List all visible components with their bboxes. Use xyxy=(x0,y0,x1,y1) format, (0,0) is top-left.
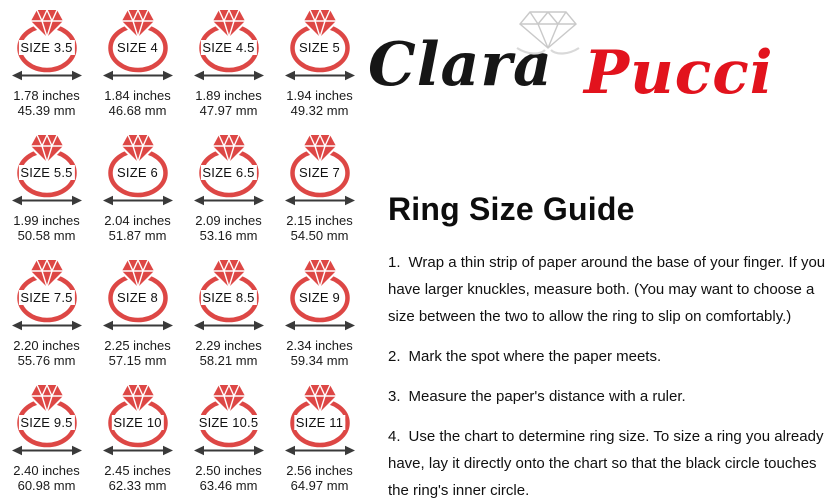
ring-mm-value: 51.87 mm xyxy=(108,227,167,243)
instruction-step xyxy=(388,383,839,410)
ring-illustration xyxy=(282,256,358,323)
ring-mm-value: 59.34 mm xyxy=(290,352,349,368)
ring-size-label: SIZE 7.5 xyxy=(20,290,73,305)
instruction-step xyxy=(388,343,839,370)
ring-size-label: SIZE 10 xyxy=(113,415,162,430)
ring-mm-value: 54.50 mm xyxy=(290,227,349,243)
ring-size-cell xyxy=(274,6,365,131)
ring-size-label: SIZE 10.5 xyxy=(198,415,259,430)
ring-inches-value: 2.20 inches xyxy=(13,338,80,353)
ring-mm-value: 45.39 mm xyxy=(17,102,76,118)
ring-inches-value: 2.04 inches xyxy=(104,213,171,228)
ring-inches-value: 2.09 inches xyxy=(195,213,262,228)
ring-inches-value: 1.78 inches xyxy=(13,88,80,103)
ring-illustration xyxy=(191,131,267,198)
ring-size-cell xyxy=(1,256,92,381)
ring-mm-value: 57.15 mm xyxy=(108,352,167,368)
step-number: 2. xyxy=(388,348,401,365)
ring-illustration xyxy=(191,6,267,73)
ring-size-cell xyxy=(183,131,274,256)
ring-size-cell xyxy=(1,6,92,131)
ring-illustration xyxy=(191,381,267,448)
ring-mm-value: 49.32 mm xyxy=(290,102,349,118)
ring-size-label: SIZE 9.5 xyxy=(20,415,73,430)
ring-size-cell xyxy=(1,131,92,256)
ring-size-label: SIZE 6.5 xyxy=(202,165,255,180)
step-number: 4. xyxy=(388,428,401,445)
ring-inches-value: 2.40 inches xyxy=(13,463,80,478)
instruction-step xyxy=(388,423,839,501)
brand-logo xyxy=(366,8,836,113)
ring-size-cell xyxy=(183,256,274,381)
ring-inches-value: 2.15 inches xyxy=(286,213,353,228)
ring-size-label: SIZE 4.5 xyxy=(202,40,255,55)
ring-size-label: SIZE 3.5 xyxy=(20,40,73,55)
ring-size-label: SIZE 11 xyxy=(295,415,344,430)
ring-illustration xyxy=(191,256,267,323)
instructions-list xyxy=(388,249,839,501)
ring-illustration xyxy=(282,131,358,198)
ring-mm-value: 47.97 mm xyxy=(199,102,258,118)
ring-mm-value: 50.58 mm xyxy=(17,227,76,243)
ring-illustration xyxy=(100,256,176,323)
ring-inches-value: 2.25 inches xyxy=(104,338,171,353)
brand-name-pucci: Pucci xyxy=(584,38,774,108)
ring-mm-value: 55.76 mm xyxy=(17,352,76,368)
ring-mm-value: 46.68 mm xyxy=(108,102,167,118)
ring-size-cell xyxy=(274,256,365,381)
ring-size-label: SIZE 4 xyxy=(117,40,158,55)
instruction-step xyxy=(388,249,839,330)
ring-inches-value: 1.89 inches xyxy=(195,88,262,103)
ring-illustration xyxy=(100,381,176,448)
ring-size-label: SIZE 8 xyxy=(117,290,158,305)
ring-size-cell xyxy=(1,381,92,501)
ring-size-cell xyxy=(274,381,365,501)
ring-inches-value: 2.56 inches xyxy=(286,463,353,478)
ring-mm-value: 62.33 mm xyxy=(108,477,167,493)
ring-size-cell xyxy=(92,131,183,256)
ring-size-label: SIZE 5 xyxy=(299,40,340,55)
page-title: Ring Size Guide xyxy=(388,191,635,227)
ring-size-cell xyxy=(183,6,274,131)
ring-inches-value: 2.34 inches xyxy=(286,338,353,353)
ring-inches-value: 1.99 inches xyxy=(13,213,80,228)
ring-mm-value: 60.98 mm xyxy=(17,477,76,493)
ring-size-label: SIZE 9 xyxy=(299,290,340,305)
ring-mm-value: 53.16 mm xyxy=(199,227,258,243)
ring-size-label: SIZE 5.5 xyxy=(20,165,73,180)
diamond-outline-icon xyxy=(516,8,580,58)
ring-illustration xyxy=(100,6,176,73)
ring-illustration xyxy=(282,6,358,73)
ring-illustration xyxy=(282,381,358,448)
ring-size-label: SIZE 6 xyxy=(117,165,158,180)
step-text: Measure the paper's distance with a ruler. xyxy=(408,388,686,405)
ring-size-cell xyxy=(92,381,183,501)
ring-illustration xyxy=(9,131,85,198)
ring-illustration xyxy=(9,381,85,448)
ring-mm-value: 64.97 mm xyxy=(290,477,349,493)
ring-mm-value: 63.46 mm xyxy=(199,477,258,493)
ring-mm-value: 58.21 mm xyxy=(199,352,258,368)
step-number: 3. xyxy=(388,388,401,405)
ring-inches-value: 2.29 inches xyxy=(195,338,262,353)
ring-inches-value: 1.94 inches xyxy=(286,88,353,103)
ring-inches-value: 2.50 inches xyxy=(195,463,262,478)
ring-size-chart xyxy=(1,6,365,501)
ring-size-cell xyxy=(92,6,183,131)
ring-size-cell xyxy=(183,381,274,501)
ring-illustration xyxy=(9,256,85,323)
ring-inches-value: 2.45 inches xyxy=(104,463,171,478)
ring-size-cell xyxy=(274,131,365,256)
brand-name-clara: Clara xyxy=(368,30,553,100)
step-number: 1. xyxy=(388,254,401,271)
ring-size-label: SIZE 7 xyxy=(299,165,340,180)
ring-size-cell xyxy=(92,256,183,381)
step-text: Mark the spot where the paper meets. xyxy=(408,348,662,365)
ring-illustration xyxy=(100,131,176,198)
ring-inches-value: 1.84 inches xyxy=(104,88,171,103)
step-text: Wrap a thin strip of paper around the base of your finger. If you have larger knuckles, measure both. (You may want to choose a size between the two to allow the ring to slip on comfortably.) xyxy=(388,254,826,325)
ring-illustration xyxy=(9,6,85,73)
step-text: Use the chart to determine ring size. To size a ring you already have, lay it directly onto the chart so that the black circle touches the ring's inner circle. xyxy=(388,428,824,499)
ring-size-label: SIZE 8.5 xyxy=(202,290,255,305)
